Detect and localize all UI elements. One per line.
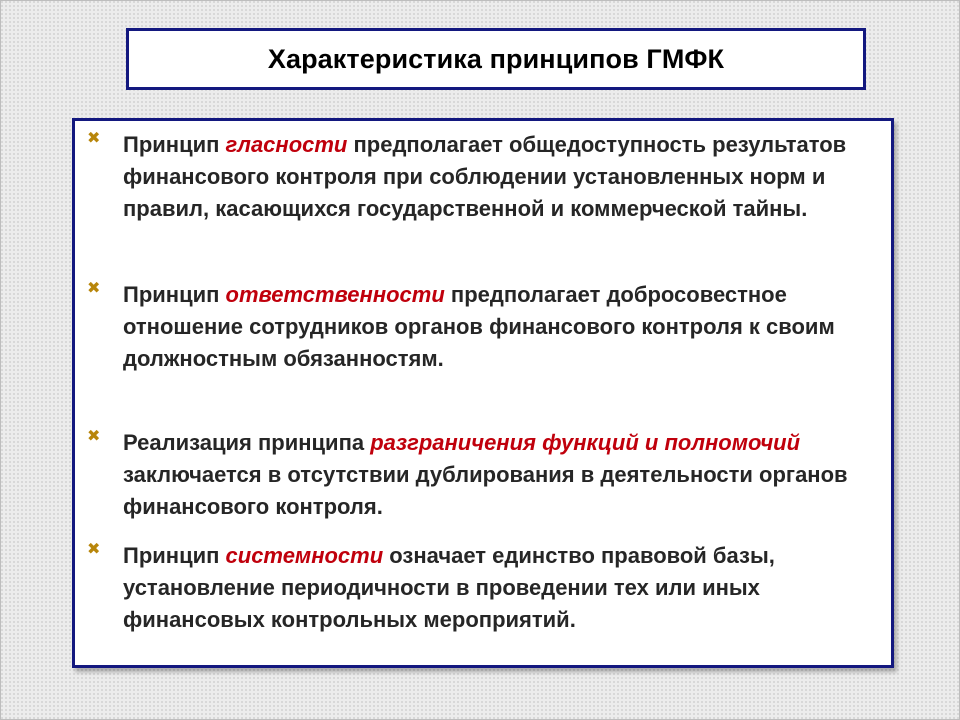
bullet-text-after: предполагает общедоступность результатов финансового контроля при соблюдении установленных норм и правил, касающихся государственной и коммерческой тайны. — [123, 132, 847, 221]
x-mark-bullet-icon: ✖ — [87, 541, 101, 558]
content-box — [72, 118, 894, 668]
slide-title: Характеристика принципов ГМФК — [267, 43, 725, 74]
bullet-highlight: гласности — [225, 132, 348, 157]
x-mark-bullet-icon: ✖ — [87, 130, 101, 147]
bullet-highlight: разграничения функций и полномочий — [370, 430, 801, 455]
bullet-text — [123, 427, 875, 523]
x-mark-bullet-icon: ✖ — [87, 428, 101, 445]
bullet-text — [123, 279, 875, 375]
bullet-text-before: Принцип — [123, 543, 226, 568]
bullet-highlight: ответственности — [225, 282, 445, 307]
x-mark-bullet-icon: ✖ — [87, 280, 101, 297]
bullet-text-before: Принцип — [123, 282, 226, 307]
bullet-text-after: заключается в отсутствии дублирования в деятельности органов финансового контроля. — [123, 462, 848, 519]
bullet-highlight: системности — [225, 543, 384, 568]
bullet-text-after: предполагает добросовестное отношение сотрудников органов финансового контроля к своим должностным обязанностям. — [123, 282, 835, 371]
bullet-text-before: Принцип — [123, 132, 226, 157]
bullet-text-before: Реализация принципа — [123, 430, 371, 455]
title-box — [126, 28, 866, 90]
bullet-text-after: означает единство правовой базы, установление периодичности в проведении тех или иных финансовых контрольных мероприятий. — [123, 543, 775, 632]
bullet-text — [123, 129, 875, 225]
bullet-text — [123, 540, 875, 636]
